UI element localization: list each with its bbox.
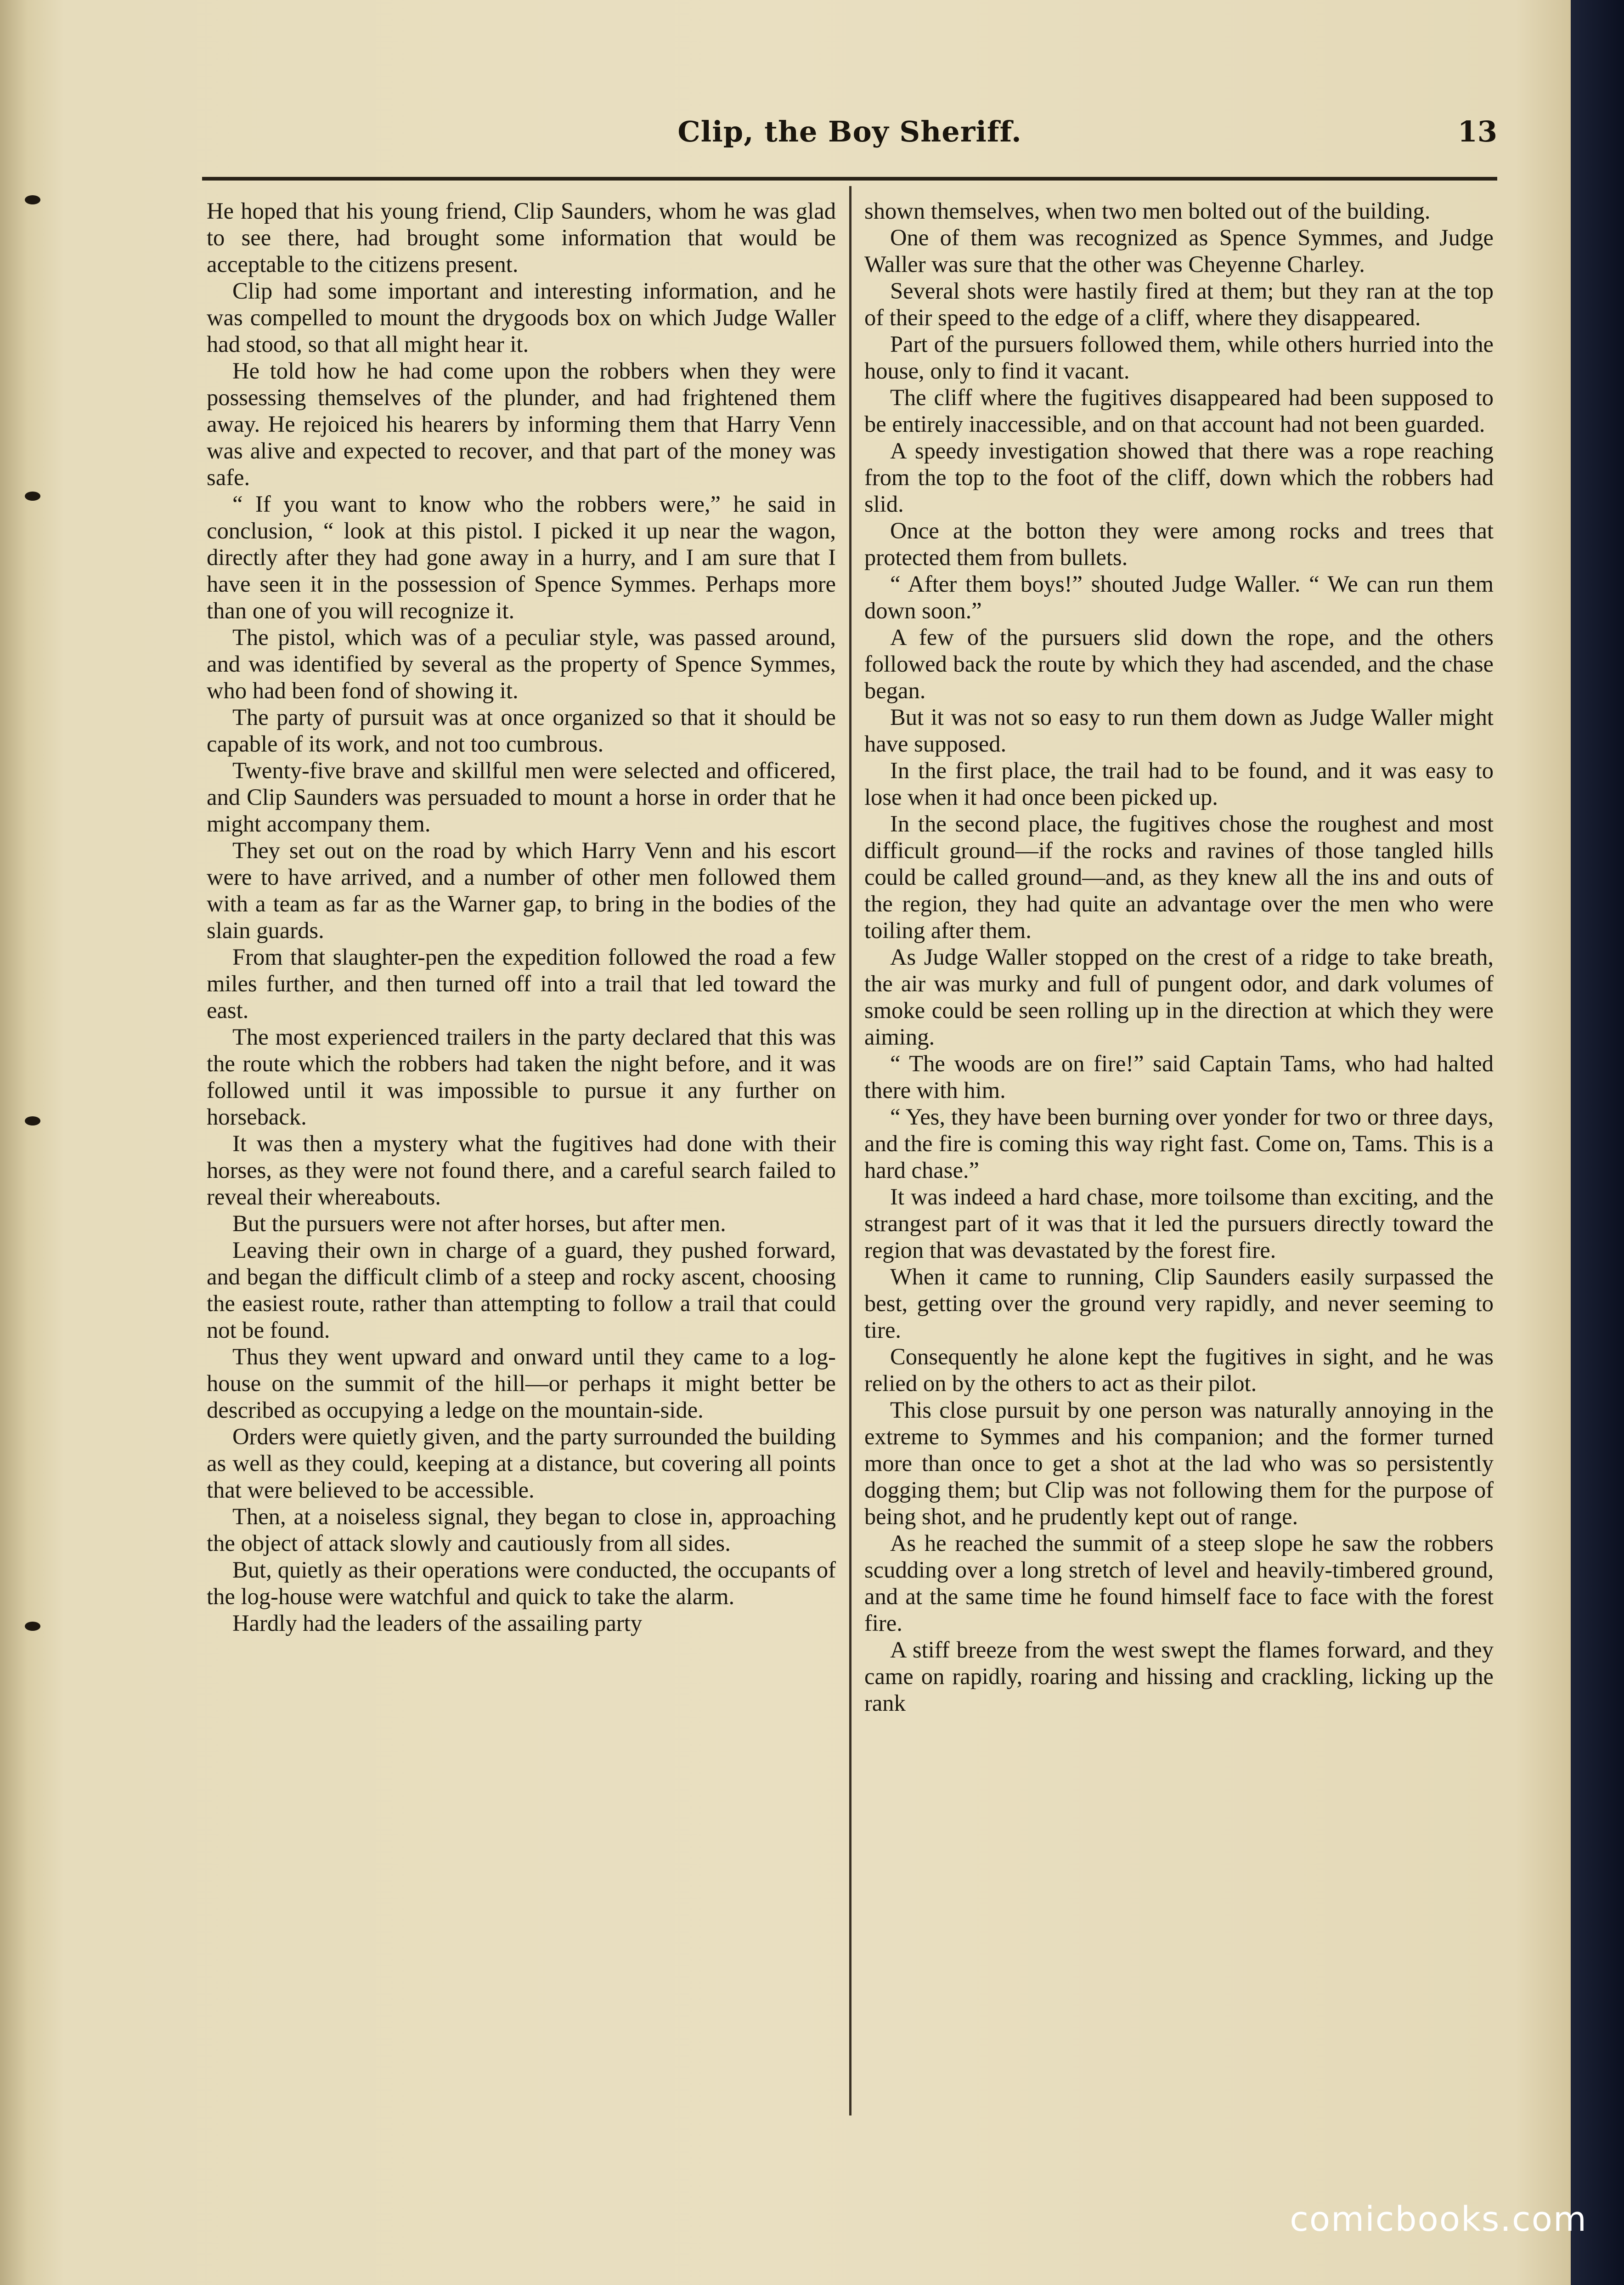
- right-column: [864, 198, 1494, 2118]
- paragraph: Thus they went upward and onward until they came to a log-house on the summit of the hill—or perhaps it might better be described as occupying a ledge on the mountain-side.: [207, 1344, 836, 1423]
- paragraph: Consequently he alone kept the fugitives in sight, and he was relied on by the others to act as their pilot.: [864, 1344, 1494, 1396]
- paragraph: A few of the pursuers slid down the rope, and the others followed back the route by which they had ascended, and the chase began.: [864, 624, 1494, 703]
- background-edge: [1571, 0, 1624, 2285]
- paragraph: In the first place, the trail had to be found, and it was easy to lose when it had once been picked up.: [864, 758, 1494, 810]
- paragraph: But, quietly as their operations were conducted, the occupants of the log-house were watchful and quick to take the alarm.: [207, 1557, 836, 1609]
- paragraph: As he reached the summit of a steep slope he saw the robbers scudding over a long stretch of level and heavily-timbered ground, and at the same time he found himself face to face with the forest fire.: [864, 1530, 1494, 1636]
- paragraph: When it came to running, Clip Saunders easily surpassed the best, getting over the ground very rapidly, and never seeming to tire.: [864, 1264, 1494, 1343]
- paragraph: Orders were quietly given, and the party surrounded the building as well as they could, keeping at a distance, but covering all points that were believed to be accessible.: [207, 1424, 836, 1503]
- paragraph: But it was not so easy to run them down as Judge Waller might have supposed.: [864, 704, 1494, 757]
- paragraph: In the second place, the fugitives chose the roughest and most difficult ground—if the rocks and ravines of those tangled hills could be called ground—and, as they knew all the ins and outs of the region, they had quite an advantage over the men who were toiling after them.: [864, 811, 1494, 943]
- paragraph: From that slaughter-pen the expedition followed the road a few miles further, and then turned off into a trail that led toward the east.: [207, 944, 836, 1023]
- paragraph: “ After them boys!” shouted Judge Waller. “ We can run them down soon.”: [864, 571, 1494, 623]
- paragraph: The party of pursuit was at once organized so that it should be capable of its work, and not too cumbrous.: [207, 704, 836, 757]
- paragraph: Then, at a noiseless signal, they began to close in, approaching the object of attack slowly and cautiously from all sides.: [207, 1504, 836, 1556]
- paragraph: “ If you want to know who the robbers were,” he said in conclusion, “ look at this pistol. I picked it up near the wagon, directly after they had gone away in a hurry, and I am sure that I have seen it in the possession of Spence Symmes. Perhaps more than one of you will recognize it.: [207, 491, 836, 623]
- paragraph: They set out on the road by which Harry Venn and his escort were to have arrived, and a number of other men followed them with a team as far as the Warner gap, to bring in the bodies of the slain guards.: [207, 837, 836, 943]
- page-header: [202, 115, 1497, 165]
- binding-hole: [25, 1116, 40, 1126]
- left-column: [207, 198, 836, 2118]
- header-rule: [202, 177, 1497, 181]
- paragraph: He told how he had come upon the robbers when they were possessing themselves of the plunder, and had frightened them away. He rejoiced his hearers by informing them that Harry Venn was alive and expected to recover, and that part of the money was safe.: [207, 358, 836, 490]
- binding-hole: [25, 195, 40, 204]
- paragraph: Hardly had the leaders of the assailing party: [232, 1610, 643, 1636]
- paragraph: Once at the botton they were among rocks and trees that protected them from bullets.: [864, 518, 1494, 570]
- paragraph: Leaving their own in charge of a guard, they pushed forward, and began the difficult climb of a steep and rocky ascent, choosing the easiest route, rather than attempting to follow a trail that could not be found.: [207, 1237, 836, 1343]
- paragraph: Twenty-five brave and skillful men were selected and officered, and Clip Saunders was persuaded to mount a horse in order that he might accompany them.: [207, 758, 836, 837]
- paragraph: It was indeed a hard chase, more toilsome than exciting, and the strangest part of it was that it led the pursuers directly toward the region that was devastated by the forest fire.: [864, 1184, 1494, 1263]
- paragraph: “ The woods are on fire!” said Captain Tams, who had halted there with him.: [864, 1051, 1494, 1103]
- binding-hole: [25, 1622, 40, 1631]
- paragraph: He hoped that his young friend, Clip Saunders, whom he was glad to see there, had brought some information that would be acceptable to the citizens present.: [207, 198, 836, 277]
- paragraph: One of them was recognized as Spence Symmes, and Judge Waller was sure that the other was Cheyenne Charley.: [864, 225, 1494, 277]
- paragraph: The most experienced trailers in the party declared that this was the route which the robbers had taken the night before, and it was followed until it was impossible to pursue it any further on horseback.: [207, 1024, 836, 1130]
- running-title: Clip, the Boy Sheriff.: [677, 115, 1022, 148]
- paragraph: The cliff where the fugitives disappeared had been supposed to be entirely inaccessible, and on that account had not been guarded.: [864, 385, 1494, 437]
- binding-hole: [25, 492, 40, 501]
- paragraph: A stiff breeze from the west swept the flames forward, and they came on rapidly, roaring and hissing and crackling, licking up the rank: [864, 1637, 1494, 1716]
- column-divider: [849, 186, 851, 2115]
- paragraph: Part of the pursuers followed them, while others hurried into the house, only to find it vacant.: [864, 331, 1494, 384]
- page-number: 13: [1457, 115, 1497, 148]
- paragraph: Clip had some important and interesting information, and he was compelled to mount the drygoods box on which Judge Waller had stood, so that all might hear it.: [207, 278, 836, 357]
- paragraph: The pistol, which was of a peculiar style, was passed around, and was identified by several as the property of Spence Symmes, who had been fond of showing it.: [207, 624, 836, 703]
- watermark: comicbooks.com: [1290, 2200, 1587, 2239]
- paragraph: A speedy investigation showed that there was a rope reaching from the top to the foot of the cliff, down which the robbers had slid.: [864, 438, 1494, 517]
- paragraph: As Judge Waller stopped on the crest of a ridge to take breath, the air was murky and full of pungent odor, and dark volumes of smoke could be seen rolling up in the direction at which they were aiming.: [864, 944, 1494, 1050]
- paragraph: This close pursuit by one person was naturally annoying in the extreme to Symmes and his companion; and the former turned more than once to get a shot at the lad who was so persistently dogging them; but Clip was not following them for the purpose of being shot, and he prudently kept out of range.: [864, 1397, 1494, 1529]
- paragraph: shown themselves, when two men bolted out of the building.: [864, 198, 1431, 224]
- paragraph: It was then a mystery what the fugitives had done with their horses, as they were not found there, and a careful search failed to reveal their whereabouts.: [207, 1131, 836, 1210]
- paragraph: Several shots were hastily fired at them; but they ran at the top of their speed to the edge of a cliff, where they disappeared.: [864, 278, 1494, 330]
- paragraph: “ Yes, they have been burning over yonder for two or three days, and the fire is coming this way right fast. Come on, Tams. This is a hard chase.”: [864, 1104, 1494, 1183]
- paragraph: But the pursuers were not after horses, but after men.: [232, 1210, 726, 1236]
